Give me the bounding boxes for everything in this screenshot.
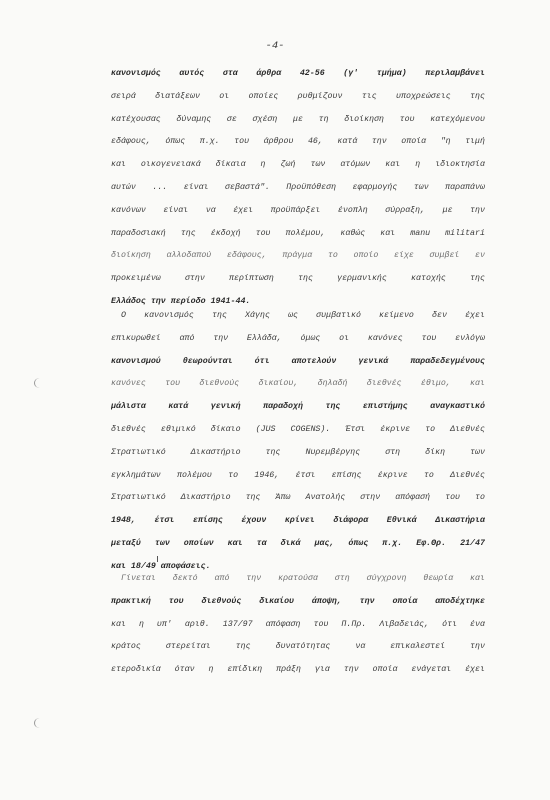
text-line: Ο κανονισμός της Χάγης ως συμβατικό κείμενο δεν έχει [121, 311, 485, 320]
text-line: σειρά διατάξεων οι οποίες ρυθμίζουν τις υποχρεώσεις της [111, 91, 485, 101]
text-line: προκειμένω στην περίπτωση της γερμανικής κατοχής της [111, 274, 485, 284]
text-line: αυτών ... είναι σεβαστά". Προϋπόθεση εφαρμογής των παραπάνω [111, 182, 485, 192]
text-line: Στρατιωτικό Δικαστήριο της Νυρεμβέργης στη δίκη των [111, 447, 485, 457]
text-line: και η υπ' αριθ. 137/97 απόφαση του Π.Πρ. Λιβαδειάς, ότι ένα [111, 619, 485, 629]
text-line: και οικογενειακά δίκαια η ζωή των ατόμων και η ιδιοκτησία [111, 160, 485, 170]
punch-hole-mark [34, 718, 45, 728]
text-line: ετεροδικία όταν η επίδικη πράξη για την οποία ενάγεται έχει [111, 665, 485, 675]
text-line: διοίκηση αλλοδαπού εδάφους, πράγμα το οποίο είχε συμβεί εν [111, 251, 485, 261]
text-line: 1948, έτσι επίσης έχουν κρίνει διάφορα Εθνικά Δικαστήρια [111, 516, 485, 526]
text-line: κανονισμός αυτός στα άρθρα 42-56 (γ' τμήμα) περιλαμβάνει [111, 69, 485, 78]
text-line: εδάφους, όπως π.χ. του άρθρου 46, κατά την οποία "η τιμή [111, 137, 485, 147]
text-line: Γίνεται δεκτό από την κρατούσα στη σύγχρονη θεωρία και [121, 574, 485, 583]
text-line: πρακτική του διεθνούς δικαίου άποψη, την οποία αποδέχτηκε [111, 596, 485, 606]
text-line: εγκλημάτων πολέμου το 1946, έτσι επίσης έκρινε το Διεθνές [111, 470, 485, 480]
text-line: και 18/49 αποφάσεις. [111, 561, 211, 571]
text-line: κατέχουσας δύναμης σε σχέση με τη διοίκηση του κατεχόμενου [111, 114, 485, 124]
text-line: Ελλάδος την περίοδο 1941-44. [111, 296, 251, 306]
paragraph-1 [111, 63, 485, 314]
punch-hole-mark [34, 378, 45, 388]
text-line: επικυρωθεί από την Ελλάδα, όμως οι κανόνες του ενλόγω [111, 333, 485, 343]
text-line: κράτος στερείται της δυνατότητας να επικαλεστεί την [111, 642, 485, 652]
text-line: Στρατιωτικό Δικαστήριο της Άπω Ανατολής στην απόφασή του το [111, 493, 485, 503]
text-line: μεταξύ των οποίων και τα δικά μας, όπως π.χ. Εφ.Θρ. 21/47 [111, 538, 485, 548]
paragraph-2 [111, 305, 485, 579]
text-line: παραδοσιακή της έκδοχή του πολέμου, καθώς και manu militari [111, 228, 485, 238]
text-line: κανόνες του διεθνούς δικαίου, δηλαδή διεθνές έθιμο, και [111, 379, 485, 389]
text-line: μάλιστα κατά γενική παραδοχή της επιστήμης αναγκαστικό [111, 402, 485, 412]
ink-mark [157, 556, 161, 562]
text-line: κανονισμού θεωρούνται ότι αποτελούν γενικά παραδεδεγμένους [111, 356, 485, 366]
text-line: διεθνές εθιμικό δίκαιο (JUS COGENS). Έτσι έκρινε το Διεθνές [111, 424, 485, 434]
text-line: κανόνων είναι να έχει προϋπάρξει ένοπλη σύρραξη, με την [111, 205, 485, 215]
page-number: -4- [265, 40, 285, 52]
paragraph-3 [111, 568, 485, 682]
